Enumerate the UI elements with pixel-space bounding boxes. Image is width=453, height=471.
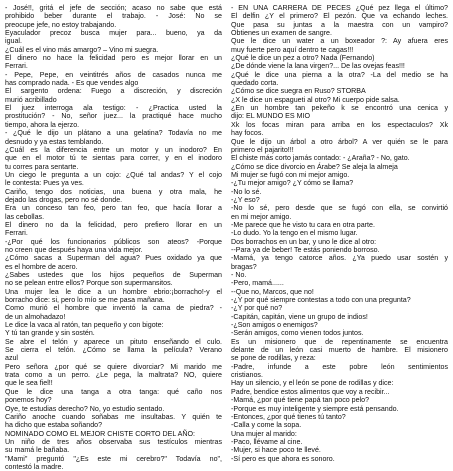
text-line: Se abre el telón y aparece un pituto enseñando el culo. xyxy=(5,337,222,346)
text-line: le contesta: Pues ya ves. xyxy=(5,179,84,188)
text-line: primero el pajarito!!! xyxy=(231,145,294,154)
text-line: -Paco, llévame al cine. xyxy=(231,437,303,446)
text-line: El juez interroga ala testigo: - ¿Practica usted la xyxy=(5,104,222,113)
text-line: murió acribillado xyxy=(5,95,57,104)
text-line: Hay un silencio, y el león se pone de rodillas y dice: xyxy=(231,379,394,388)
text-line: Que le dijo un árbol a otro árbol? A ver quién se le para xyxy=(231,137,448,146)
text-line: dijo: EL MUNDO ES MIO xyxy=(231,112,310,121)
text-line: --Para ya de beber! Te estás poniendo borroso. xyxy=(231,245,380,254)
text-line: -Mujer, si hace poco te llevé. xyxy=(231,446,321,455)
text-line: es el hombre de acero. xyxy=(5,262,78,271)
text-line: ¿De dónde viene la lana virgen?... De las ovejas feas!!! xyxy=(231,62,405,71)
text-line: -Lo dudo. Yo la tengo en el mismo lugar. xyxy=(231,229,358,238)
text-line: -¿Tu mejor amigo? ¿Y cómo se llama? xyxy=(231,179,354,188)
text-line: Cariño anoche cuando soñabas me insultabas. Y quién te xyxy=(5,412,222,421)
text-line: - EN UNA CARRERA DE PECES ¿Qué pez llega el último? xyxy=(231,4,448,12)
text-line: Es un misionero que de repentinamente se encuentra xyxy=(231,337,448,346)
text-line: Como murió el hombre que inventó la cama de piedra? - xyxy=(5,304,222,313)
text-line: ¿Sabes ustedes que los hijos pequeños de Superman xyxy=(5,271,222,279)
text-line: se pone de rodillas, y reza: xyxy=(231,354,316,363)
text-line: -No lo sé, pero desde que se fugó con ella, se convirtió xyxy=(231,204,448,213)
text-line: ¿Cuál es la diferencia entre un motor y un inodoro? En xyxy=(5,145,222,154)
text-line: de un almohadazo! xyxy=(5,312,66,321)
text-line: Una mujer lea le dice a un hombre ebrio:¡borracho!-y el xyxy=(5,287,222,296)
text-line: Un niño de tres años observaba sus testículos mientras xyxy=(5,437,222,446)
text-line: en mi mejor amigo. xyxy=(231,212,292,221)
text-line: Ferrari. xyxy=(5,229,28,238)
text-line: Oye, te estudias derecho? No, yo estudio sentado. xyxy=(5,404,165,413)
text-line: ¿Cómo sacas a Superman del agua? Pues oxidado ya que xyxy=(5,254,222,263)
text-line: Xk los focas miran para arriba en los espectaculos? Xk xyxy=(231,120,448,129)
text-line: Que le dice un water a un boxeador ?: Ay afuera eres xyxy=(231,37,448,46)
text-line: igual. xyxy=(5,37,22,46)
text-line: -Pero, mamá...... xyxy=(231,279,284,288)
text-line: ¿Cuál es el vino más amargo? – Vino mi suegra. xyxy=(5,45,159,54)
text-line: -Calla y come la sopa. xyxy=(231,421,302,430)
text-line: hay focos. xyxy=(231,129,264,138)
text-line: Le dice la vaca al ratón, tan pequeño y con bigote: xyxy=(5,321,164,330)
text-line: -Me parece que he visto tu cara en otra parte. xyxy=(231,220,375,229)
text-line: Dos borrachos en un bar, y uno le dice al otro: xyxy=(231,237,377,246)
text-line: El chiste más corto jamás contado: - ¿Araña? - No, gato. xyxy=(231,154,410,163)
text-line: -Porque es muy inteligente y siempre está pensando. xyxy=(231,404,399,413)
text-line: Pero señora ¿por qué se quiere divorciar? Mi marido me xyxy=(5,362,222,371)
text-line: -¿Por qué los funcionarios públicos son ateos? -Porque xyxy=(5,237,222,246)
text-line: delante de un león casi muerto de hambre. El misionero xyxy=(231,346,448,355)
text-line: preocupe jefe, no estoy trabajando. xyxy=(5,20,117,29)
text-line: Que le dice una tanga a otra tanga: qué caño nos xyxy=(5,387,222,396)
text-line: ¿Cómo se dice suegra en Ruso? STORBA xyxy=(231,87,366,96)
text-line: - No. xyxy=(231,271,247,279)
right-text-column xyxy=(231,4,448,463)
text-line: El sargento ordena: Fuego a discreción, y discreción xyxy=(5,87,222,96)
text-line: -No lo sé. xyxy=(231,187,262,196)
text-line: ¿Qué le dice una pierna a la otra? -La del medio se ha xyxy=(231,70,448,79)
text-line: Una mujer al marido: xyxy=(231,429,297,438)
text-line: -¿Son amigos o enemigos? xyxy=(231,321,318,330)
text-line: ¿Cómo se dice divorcio en Árabe? Se aleja la almeja xyxy=(231,162,398,171)
text-line: tu corres para sentarte. xyxy=(5,162,79,171)
text-line: -Padre, infunde a este pobre león sentimientos xyxy=(231,362,448,371)
text-line: - Pepe, Pepe, en veintitrés años de casados nunca me xyxy=(5,70,222,79)
text-line: El dinero no hace la felicidad pero es mejor llorar en un xyxy=(5,54,222,63)
text-line: -Capitán, capitán, viene un grupo de indios! xyxy=(231,312,368,321)
left-text-column xyxy=(5,4,222,471)
text-line: ¿X le dice un espagueti al otro? Mi cuerpo pide salsa. xyxy=(231,95,400,104)
text-line: ponemos hoy? xyxy=(5,396,52,405)
text-line: prostitución? - No, señor juez... la practiqué hace mucho xyxy=(5,112,222,121)
text-line: muy fuerte pero aquí dentro te cagas!!! xyxy=(231,45,354,54)
text-line: --Que no, Marcos, que no! xyxy=(231,287,314,296)
text-line: -Entonces, ¿por qué tienes tú tanto? xyxy=(231,412,346,421)
text-line: cristianos. xyxy=(231,371,263,380)
text-line: bragas? xyxy=(231,262,257,271)
text-line: trata como a un perro. ¿Le pega, la maltrata? NO, quiere xyxy=(5,371,222,380)
text-line: Obtienes un examen de sangre. xyxy=(231,29,332,38)
text-line: Y tú tan grande y sin sostén. xyxy=(5,329,95,338)
text-line: borracho dice: si, pero lo mío se me pasa mañana. xyxy=(5,296,165,305)
text-line: NOMINADO COMO EL MEJOR CHISTE CORTO DEL AÑO: xyxy=(5,429,195,438)
text-line: El delfin ¿Y el primero? El pezón. Que va echando leches. xyxy=(231,12,448,21)
text-line: Ferrari. xyxy=(5,62,28,71)
text-line: las cebollas. xyxy=(5,212,45,221)
text-line: Se cierra el telón. ¿Cómo se llama la película? Verano xyxy=(5,346,222,355)
text-line: su mamá le bañaba. xyxy=(5,446,70,455)
text-line: ¿Qué le dice un pez a otro? Nada (Fernando) xyxy=(231,54,375,63)
text-line: desnudo y ya estas temblando. xyxy=(5,137,104,146)
text-line: Mi mujer se fugó con mi mejor amigo. xyxy=(231,170,350,179)
text-line: has comprado nada. - Es que vendes algo xyxy=(5,79,139,88)
text-line: Era un conceso tan feo, pero tan feo, que hacía llorar a xyxy=(5,204,222,213)
text-line: - ¿Qué le dijo un plátano a una gelatina? Todavía no me xyxy=(5,129,222,138)
text-line: no creen que después haya una vida mejor. xyxy=(5,245,143,254)
text-line: -¿Y por qué siempre contestas a todo con una pregunta? xyxy=(231,296,411,305)
text-line: azul xyxy=(5,354,19,363)
text-line: Eyaculador precoz busca mujer para... bueno, ya da xyxy=(5,29,222,38)
text-line: ha dicho que estaba soñando? xyxy=(5,421,103,430)
text-line: dejado las drogas, pero no sé donde. xyxy=(5,195,123,204)
text-line: El dinero no da la felicidad, pero prefiero llorar en un xyxy=(5,220,222,229)
text-line: ¿En un hombre tan pekeño k se encontró una cenica y xyxy=(231,104,448,113)
text-line: que le sea fiel!! xyxy=(5,379,53,388)
text-line: Un ciego le pregunta a un cojo: ¿Qué tal andas? Y el cojo xyxy=(5,170,222,179)
text-line: no se pelean entre ellos? Porque son supermansitos. xyxy=(5,279,173,288)
text-line: quedado corta. xyxy=(231,79,279,88)
text-line: "Mami" preguntó "¿Es este mi cerebro?" Todavía no", xyxy=(5,454,222,463)
text-line: Que pasa su juntas a la maestra con un vampiro? xyxy=(231,20,448,29)
text-line: que en el motor tú te sientas para correr, y en el inodoro xyxy=(5,154,222,163)
text-line: Cariño, tengo dos noticias, una buena y otra mala, he xyxy=(5,187,222,196)
text-line: contestó la madre. xyxy=(5,462,64,471)
text-line: - José!!, gritá el jefe de sección; acaso no sabe que está xyxy=(5,4,222,12)
text-line: -Mamá, ¿por qué tiene papá tan poco pelo? xyxy=(231,396,370,405)
text-line: -Serán amigos, como vienen todos juntos. xyxy=(231,329,364,338)
text-line: Padre, bendice estos alimentos que voy a recibir... xyxy=(231,387,390,396)
text-line: -Mamá, ya tengo catorce años. ¿Ya puedo usar sostén y xyxy=(231,254,448,263)
text-line: tiempo, ahora la ejerzo. xyxy=(5,120,80,129)
text-line: -Sí pero es que ahora es sonoro. xyxy=(231,454,335,463)
text-line: -¿Y por qué no? xyxy=(231,304,283,313)
text-line: -¿Y eso? xyxy=(231,195,260,204)
text-line: prohibido beber durante el trabajo. - José: No se xyxy=(5,12,222,21)
